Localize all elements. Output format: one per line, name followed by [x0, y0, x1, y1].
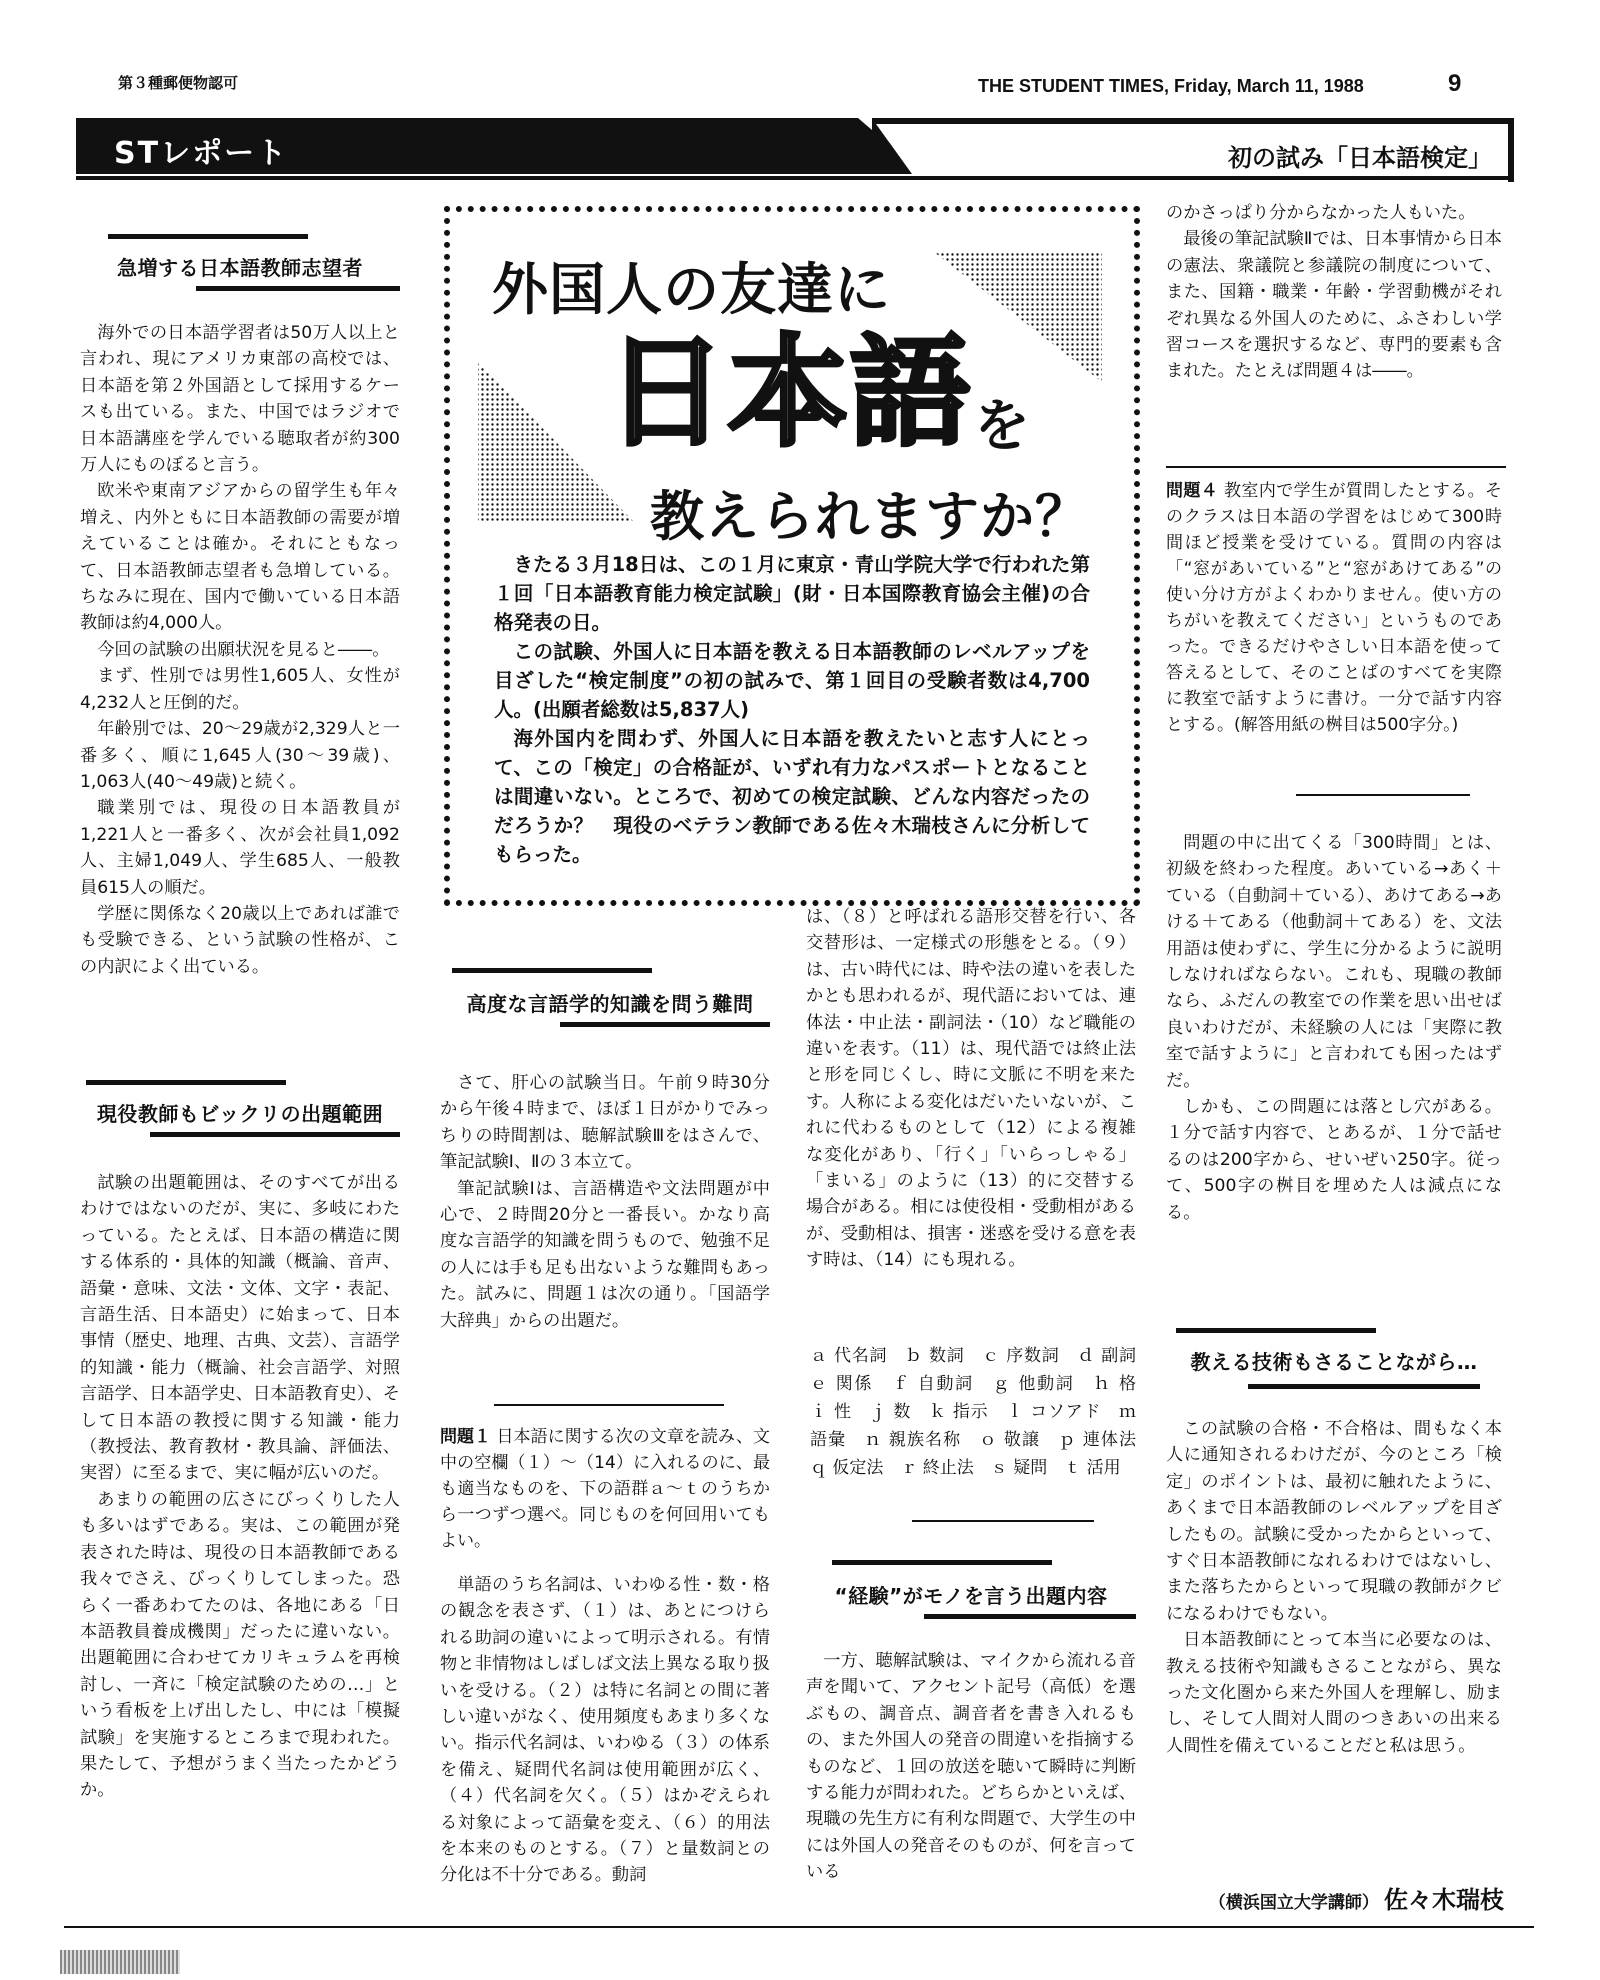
question-1	[440, 1424, 770, 1554]
lead-title-particle: を	[974, 394, 1030, 459]
heading-rule	[560, 1022, 770, 1027]
paragraph: 職業別では、現役の日本語教員が1,221人と一番多く、次が会社員1,092人、主婦1,049人、学生685人、一般教員615人の順だ。	[80, 798, 400, 898]
heading-rule	[196, 286, 400, 291]
paragraph: この試験の合格・不合格は、間もなく本人に通知されるわけだが、今のところ「検定」のポイントは、最初に触れたように、あくまで日本語教師のレベルアップを目ざしたもの。試験に受かったからといって、すぐ日本語教師になれるわけではないし、また落ちたからといって現職の教師がクビになるわけでもない。	[1166, 1419, 1502, 1624]
paragraph: 海外での日本語学習者は50万人以上と言われ、現にアメリカ東部の高校では、日本語を第２外国語として採用するケースも出ている。また、中国ではラジオで日本語講座を学んでいる聴取者が約300万人にものぼると言う。	[80, 323, 400, 476]
paragraph: 試験の出題範囲は、そのすべてが出るわけではないのだが、実に、多岐にわたっている。たとえば、日本語の構造に関する体系的・具体的知識（概論、音声、語彙・意味、文法・文体、文字・表記、言語生活、日本語史）に始まって、日本事情（歴史、地理、古典、文芸）、言語学的知識・能力（概論、社会言語学、対照言語学、日本語学史、日本語教育史）、そして日本語の教授に関する知識・能力（教授法、教育教材・教具論、評価法、実習）に至るまで、実に幅が広いのだ。	[80, 1173, 400, 1484]
choice-list: ａ 代名詞 ｂ 数詞 ｃ 序数詞 ｄ 副詞 ｅ 関係 ｆ 自動詞 ｇ 他動詞 ｈ 格 ｉ 性 ｊ 数 ｋ 指示 ｌ コソアド ｍ 語彙 ｎ 親族名称 ｏ 敬譲 ｐ 連体法 ｑ 仮定法 ｒ 終止法 ｓ 疑問 ｔ 活用	[810, 1346, 1153, 1478]
paragraph: さて、肝心の試験当日。午前９時30分から午後４時まで、ほぼ１日がかりでみっちりの時間割は、聴解試験Ⅲをはさんで、筆記試験Ⅰ、Ⅱの３本立て。	[440, 1073, 770, 1173]
paragraph: は、（８）と呼ばれる語形交替を行い、各交替形は、一定様式の形態をとる。（９）は、古い時代には、時や法の違いを表したかとも思われるが、現代語においては、連体法・中止法・副詞法・（10）など職能の違いを表す。（11）は、現代語では終止法と形を同じくし、時に文脈に不明を来たす。人称による変化はだいたいないが、これに代わるものとして（12）による複雑な変化があり、「行く」「いらっしゃる」「まいる」のように（13）的に交替する場合がある。相には使役相・受動相があるが、受動相は、損害・迷惑を受ける意を表す時は、（14）にも現れる。	[806, 907, 1136, 1271]
divider-rule	[1166, 466, 1506, 468]
col2-heading: 高度な言語学的知識を問う難問	[466, 992, 754, 1016]
section-title: STレポート	[114, 136, 289, 171]
question-4	[1166, 478, 1502, 738]
question-text: 教室内で学生が質問したとする。そのクラスは日本語の学習をはじめて300時間ほど授業を受けている。質問の内容は「“窓があいている”と“窓があけてある”の使い分け方がよくわかりません。使い方のちがいを教えてください」というものであった。できるだけやさしい日本語を使って答えるとして、そのことばのすべてを実際に教室で話すように書け。一分で話す内容とする。(解答用紙の桝目は500字分。)	[1166, 481, 1503, 735]
heading-rule	[1176, 1328, 1376, 1333]
paragraph: 最後の筆記試験Ⅱでは、日本事情から日本の憲法、衆議院と参議院の制度について、また、国籍・職業・年齢・学習動機がそれぞれ異なる外国人のために、ふさわしい学習コースを選択するなど、専門的要素も含まれた。たとえば問題４は――。	[1166, 229, 1502, 382]
question-text: 日本語に関する次の文章を読み、文中の空欄（１）～（14）に入れるのに、最も適当なものを、下の語群ａ～ｔのうちから一つずつ選べ。同じものを何回用いてもよい。	[440, 1427, 770, 1551]
heading-rule	[86, 1080, 286, 1085]
heading-rule	[452, 968, 652, 973]
paragraph: この試験、外国人に日本語を教える日本語教師のレベルアップを目ざした“検定制度”の初の試みで、第１回目の受験者数は4,700人。(出願者総数は5,837人)	[494, 640, 1090, 721]
col1-heading2: 現役教師もビックリの出題範囲	[96, 1102, 384, 1126]
heading-rule	[108, 234, 308, 239]
paragraph: 日本語教師にとって本当に必要なのは、教える技術や知識もさることながら、異なった文化圏から来た外国人を理解し、励まし、そして人間対人間のつきあいの出来る人間性を備えていることだと私は思う。	[1166, 1630, 1502, 1756]
paragraph: 今回の試験の出願状況を見ると――。	[97, 639, 390, 660]
col3-heading: “経験”がモノを言う出題内容	[834, 1584, 1108, 1608]
col1-heading1: 急増する日本語教師志望者	[117, 256, 363, 280]
col1-text1	[80, 320, 400, 980]
paragraph: 筆記試験Ⅰは、言語構造や文法問題が中心で、２時間20分と一番長い。かなり高度な言語学的知識を問うもので、勉強不足の人には手も足も出ないような難問もあった。試みに、問題１は次の通り。「国語学大辞典」からの出題だ。	[440, 1178, 770, 1331]
col4-text1	[1166, 200, 1502, 385]
question-label: 問題１	[440, 1427, 492, 1447]
lead-box	[444, 206, 1140, 906]
lead-title-line3: 教えられますか？	[650, 485, 1090, 548]
paragraph: まず、性別では男性1,605人、女性が4,232人と圧倒的だ。	[80, 666, 400, 713]
masthead: THE STUDENT TIMES, Friday, March 11, 1988	[978, 76, 1364, 96]
divider-rule	[912, 1520, 1094, 1522]
section-banner	[76, 118, 1514, 184]
paragraph: 単語のうち名詞は、いわゆる性・数・格の観念を表さず、（１）は、あとにつけられる助詞の違いによって明示される。有情物と非情物はしばしば文法上異なる取り扱いを受ける。（２）は特に名詞との間に著しい違いがなく、使用頻度もあまり多くない。指示代名詞は、いわゆる（３）の体系を備え、疑問代名詞は使用範囲が広く、（４）代名詞を欠く。（５）はかぞえられる対象によって語彙を変え、（６）的用法を本来のものとする。（７）と量数詞との分化は不十分である。動詞	[440, 1575, 770, 1886]
lead-title-line1: 外国人の友達に	[492, 258, 891, 323]
byline-name: 佐々木瑞枝	[1384, 1886, 1504, 1914]
lead-title-big: 日本語	[606, 324, 972, 463]
page-number: 9	[1448, 70, 1462, 97]
col3-text	[806, 1648, 1136, 1886]
paragraph: 海外国内を問わず、外国人に日本語を教えたいと志す人にとって、この「検定」の合格証が、いずれ有力なパスポートとなることは間違いない。ところで、初めての検定試験、どんな内容だったのだろうか？ 現役のベテラン教師である佐々木瑞枝さんに分析してもらった。	[494, 727, 1090, 866]
paragraph: 問題の中に出てくる「300時間」とは、初級を終わった程度。あいている→あく＋ている（自動詞＋ている）、あけてある→あける＋てある（他動詞＋てある）を、文法用語は使わずに、学生に分かるように説明しなければならない。これも、現職の教師なら、ふだんの教室での作業を思い出せば良いわけだが、未経験の人には「実際に教室で話すように」と言われても困ったはずだ。	[1166, 833, 1502, 1091]
col1-text2	[80, 1170, 400, 1804]
divider-rule	[494, 1404, 724, 1406]
paragraph: しかも、この問題には落とし穴がある。１分で話す内容で、とあるが、１分で話せるのは200字から、せいぜい250字。従って、500字の桝目を埋めた人は減点になる。	[1166, 1097, 1502, 1223]
question-label: 問題４	[1166, 481, 1219, 501]
question-1-passage	[440, 1572, 770, 1889]
paragraph: 欧米や東南アジアからの留学生も年々増え、内外ともに日本語教師の需要が増えていることは確か。それにともなって、日本語教師志望者も急増している。ちなみに現在、国内で働いている日本語教師は約4,000人。	[80, 481, 400, 634]
col4-heading: 教える技術もさることながら…	[1190, 1350, 1478, 1374]
paragraph: 一方、聴解試験は、マイクから流れる音声を聞いて、アクセント記号（高低）を選ぶもの、調音点、調音者を書き入れるもの、また外国人の発音の間違いを指摘するものなど、１回の放送を聴いて瞬時に判断する能力が問われた。どちらかといえば、現職の先生方に有利な問題で、大学生の中には外国人の発音そのものが、何を言っている	[806, 1651, 1136, 1883]
paragraph: 学歴に関係なく20歳以上であれば誰でも受験できる、という試験の性格が、この内訳によく出ている。	[80, 903, 400, 977]
heading-rule	[1248, 1384, 1480, 1389]
col4-text2	[1166, 830, 1502, 1226]
paragraph: きたる３月18日は、この１月に東京・青山学院大学で行われた第１回「日本語教育能力検定試験」(財・日本国際教育協会主催)の合格発表の日。	[494, 553, 1090, 634]
page-edge-mark	[60, 1950, 180, 1974]
col4-text3	[1166, 1416, 1502, 1759]
byline-affiliation: （横浜国立大学講師）	[1208, 1893, 1379, 1913]
heading-rule	[832, 1560, 1052, 1565]
byline	[1209, 1880, 1504, 1915]
paragraph: 年齢別では、20～29歳が2,329人と一番多く、順に1,645人(30～39歳)、1,063人(40～49歳)と続く。	[80, 719, 400, 792]
col3-passage	[806, 904, 1136, 1274]
heading-rule	[150, 1132, 400, 1137]
col2-text	[440, 1070, 770, 1334]
permit-notice: 第３種郵便物認可	[118, 74, 239, 92]
heading-rule	[924, 1614, 1136, 1619]
lead-text	[494, 550, 1090, 869]
series-title: 初の試み「日本語検定」	[1228, 144, 1492, 172]
paragraph: あまりの範囲の広さにびっくりした人も多いはずである。実は、この範囲が発表された時は、現役の日本語教師である我々でさえ、びっくりしてしまった。恐らく一番あわてたのは、各地にある「日本語教員養成機関」だったに違いない。出題範囲に合わせてカリキュラムを再検討し、一斉に「検定試験のための…」という看板を上げ出したし、中には「模擬試験」を実施するところまで現われた。果たして、予想がうまく当たったかどうか。	[80, 1489, 400, 1801]
page-bottom-rule	[64, 1926, 1534, 1928]
paragraph: のかさっぱり分からなかった人もいた。	[1166, 203, 1476, 223]
divider-rule	[1296, 794, 1470, 796]
